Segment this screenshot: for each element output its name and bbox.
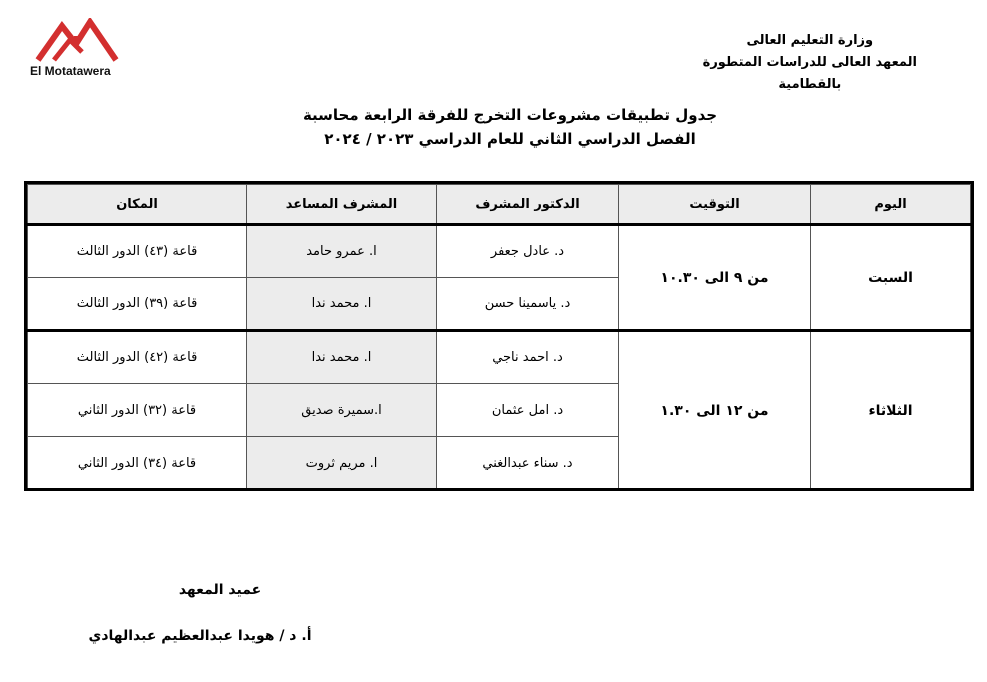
place-cell: قاعة (٣٢) الدور الثاني <box>28 384 247 437</box>
table-row <box>28 331 971 384</box>
institute-logo <box>30 18 130 78</box>
column-header-day: اليوم <box>811 185 971 225</box>
assistant-cell: ا. عمرو حامد <box>247 225 437 278</box>
doctor-cell: د. عادل جعفر <box>437 225 619 278</box>
location-line: بالقطامية <box>778 77 842 92</box>
ministry-line: وزارة التعليم العالى <box>746 33 874 48</box>
column-header-place: المكان <box>28 185 247 225</box>
place-cell: قاعة (٤٢) الدور الثالث <box>28 331 247 384</box>
dean-title: عميد المعهد <box>178 582 262 598</box>
institute-line: المعهد العالى للدراسات المتطورة <box>702 55 917 70</box>
place-cell: قاعة (٣٩) الدور الثالث <box>28 278 247 331</box>
assistant-cell: ا. محمد ندا <box>247 278 437 331</box>
document-title <box>250 103 770 151</box>
doctor-cell: د. ياسمينا حسن <box>437 278 619 331</box>
schedule-table <box>24 181 974 491</box>
assistant-cell: ا. محمد ندا <box>247 331 437 384</box>
day-cell: السبت <box>811 225 971 331</box>
title-line-1: جدول تطبيقات مشروعات التخرج للفرقة الرابعة محاسبة <box>302 106 718 124</box>
place-cell: قاعة (٤٣) الدور الثالث <box>28 225 247 278</box>
title-line-2: الفصل الدراسي الثاني للعام الدراسي ٢٠٢٣ / ٢٠٢٤ <box>324 130 696 148</box>
assistant-cell: ا. مريم ثروت <box>247 437 437 490</box>
column-header-doctor: الدكتور المشرف <box>437 185 619 225</box>
place-cell: قاعة (٣٤) الدور الثاني <box>28 437 247 490</box>
doctor-cell: د. سناء عبدالغني <box>437 437 619 490</box>
assistant-cell: ا.سميرة صديق <box>247 384 437 437</box>
column-header-assistant: المشرف المساعد <box>247 185 437 225</box>
table-row <box>28 225 971 278</box>
ministry-header <box>703 30 917 96</box>
logo-text: El Motatawera <box>30 64 111 78</box>
mountain-logo-icon <box>34 18 120 62</box>
time-cell: من ٩ الى ١٠.٣٠ <box>619 225 811 331</box>
day-cell: الثلاثاء <box>811 331 971 490</box>
doctor-cell: د. احمد ناجي <box>437 331 619 384</box>
column-header-time: التوقيت <box>619 185 811 225</box>
time-cell: من ١٢ الى ١.٣٠ <box>619 331 811 490</box>
dean-name: أ. د / هويدا عبدالعظيم عبدالهادي <box>88 628 312 644</box>
doctor-cell: د. امل عثمان <box>437 384 619 437</box>
